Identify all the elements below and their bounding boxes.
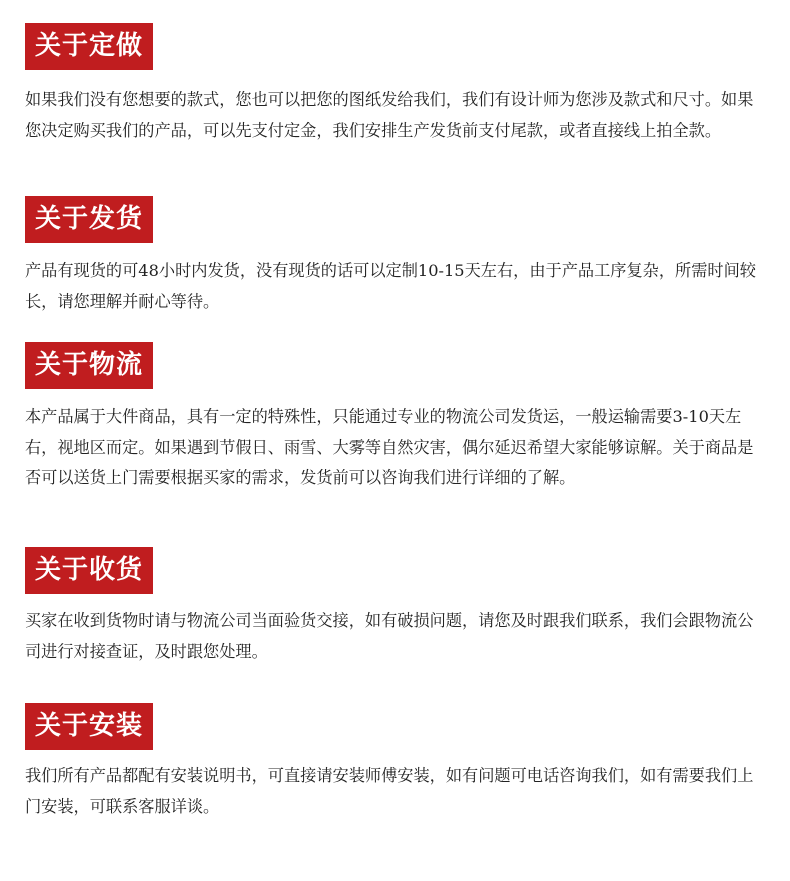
section-heading-custom-order: 关于定做 [25, 23, 153, 70]
section-text-logistics: 本产品属于大件商品，具有一定的特殊性，只能通过专业的物流公司发货运，一般运输需要3-10天左右，视地区而定。如果遇到节假日、雨雪、大雾等自然灾害，偶尔延迟希望大家能够谅解。关于商品是否可以送货上门需要根据买家的需求，发货前可以咨询我们进行详细的了解。 [25, 407, 754, 487]
section-heading-installation: 关于安装 [25, 703, 153, 750]
section-heading-receiving: 关于收货 [25, 547, 153, 594]
section-text-receiving: 买家在收到货物时请与物流公司当面验货交接，如有破损问题，请您及时跟我们联系，我们会跟物流公司进行对接查证，及时跟您处理。 [25, 611, 754, 661]
section-text-shipping: 产品有现货的可48小时内发货，没有现货的话可以定制10-15天左右，由于产品工序复杂，所需时间较长，请您理解并耐心等待。 [25, 261, 756, 311]
section-text-installation: 我们所有产品都配有安装说明书，可直接请安装师傅安装，如有问题可电话咨询我们，如有需要我们上门安装，可联系客服详谈。 [25, 766, 754, 816]
section-heading-logistics: 关于物流 [25, 342, 153, 389]
section-heading-shipping: 关于发货 [25, 196, 153, 243]
section-text-custom-order: 如果我们没有您想要的款式，您也可以把您的图纸发给我们，我们有设计师为您涉及款式和尺寸。如果您决定购买我们的产品，可以先支付定金，我们安排生产发货前支付尾款，或者直接线上拍全款。 [25, 90, 754, 140]
